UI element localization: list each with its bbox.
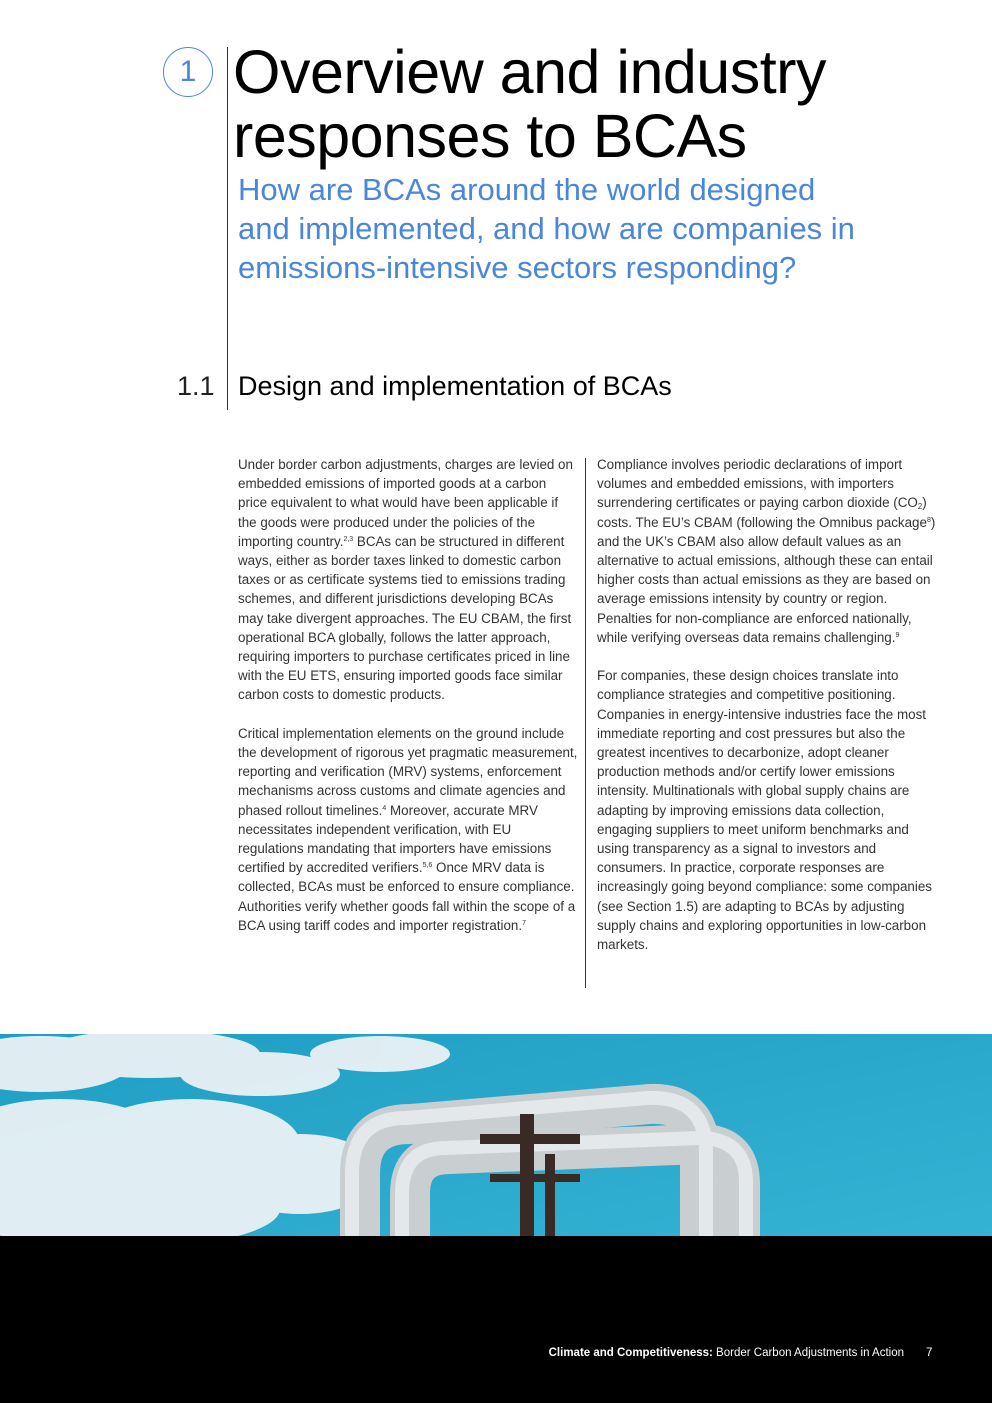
paragraph: For companies, these design choices translate into compliance strategies and competitive positioning. Companies in energy-intensive industries face the most immediate reporting and cost pressures but also the greatest incentives to decarbonize, adopt cleaner production methods and/or certify lower emissions intensity. Multinationals with global supply chains are adapting by improving emissions data collection, engaging suppliers to meet uniform benchmarks and using transparency as a signal to investors and consumers. In practice, corporate responses are increasingly going beyond compliance: some companies (see Section 1.5) are adapting to BCAs by adjusting supply chains and exploring opportunities in low-carbon markets. (597, 668, 932, 953)
chapter-title-line-1: Overview and industry (233, 38, 826, 106)
industrial-pipes-photo (0, 1034, 992, 1236)
page-number: 7 (926, 1347, 933, 1359)
section-title: Design and implementation of BCAs (238, 371, 672, 401)
chapter-title (233, 40, 826, 168)
footnote-ref: 8 (926, 516, 931, 524)
paragraph: Under border carbon adjustments, charges are levied on embedded emissions of imported goods at a carbon price equivalent to what would have been applicable if the goods were produced under the policies of the importing country.$^{2,3}$ BCAs can be structured in different ways, either as border taxes linked to domestic carbon taxes or as certificate systems tied to emissions trading schemes, and different jurisdictions developing BCAs may take divergent approaches. The EU CBAM, the first operational BCA globally, follows the latter approach, requiring importers to purchase certificates priced in line with the EU ETS, ensuring imported goods face similar carbon costs to domestic products. (238, 457, 573, 703)
chapter-title-line-2: responses to BCAs (233, 102, 747, 170)
chapter-number: 1 (179, 55, 197, 88)
paragraph: Compliance involves periodic declarations of import volumes and embedded emissions, with importers surrendering certificates or paying carbon dioxide $(CO_2)$ costs. The EU’s CBAM (following the Omnibus package$^8$) and the UK’s CBAM also allow default values as an alternative to actual emissions, although these can entail higher costs than actual emissions as they are based on average emissions intensity by country or region. Penalties for non-compliance are enforced nationally, while verifying overseas data remains challenging.$^9$ (597, 457, 936, 645)
chapter-number-badge (163, 47, 213, 97)
footnote-ref: 4 (382, 804, 387, 812)
footnote-ref: 5,6 (422, 862, 433, 870)
chapter-subtitle: How are BCAs around the world designed and implemented, and how are companies in emissions-intensive sectors responding? (238, 172, 855, 285)
right-text-column (597, 455, 937, 973)
section-number: 1.1 (177, 371, 215, 401)
footnote-ref: 7 (522, 919, 526, 927)
left-text-column (238, 455, 578, 954)
column-divider (585, 458, 586, 988)
footnote-ref: 2,3 (343, 535, 354, 543)
footnote-ref: 9 (895, 631, 900, 639)
heading-divider-line (227, 47, 228, 410)
footer-report-title: Climate and Competitiveness: Border Carbon Adjustments in Action (548, 1347, 904, 1359)
paragraph: Critical implementation elements on the ground include the development of rigorous yet pragmatic measurement, reporting and verification (MRV) systems, enforcement mechanisms across customs and climate agencies and phased rollout timelines.$^4$ Moreover, accurate MRV necessitates independent verification, with EU regulations mandating that importers have emissions certified by accredited verifiers.$^{5,6}$ Once MRV data is collected, BCAs must be enforced to ensure compliance. Authorities verify whether goods fall within the scope of a BCA using tariff codes and importer registration.$^7$ (238, 725, 578, 933)
page-footer (0, 1236, 992, 1403)
subscript: 2 (917, 502, 923, 512)
